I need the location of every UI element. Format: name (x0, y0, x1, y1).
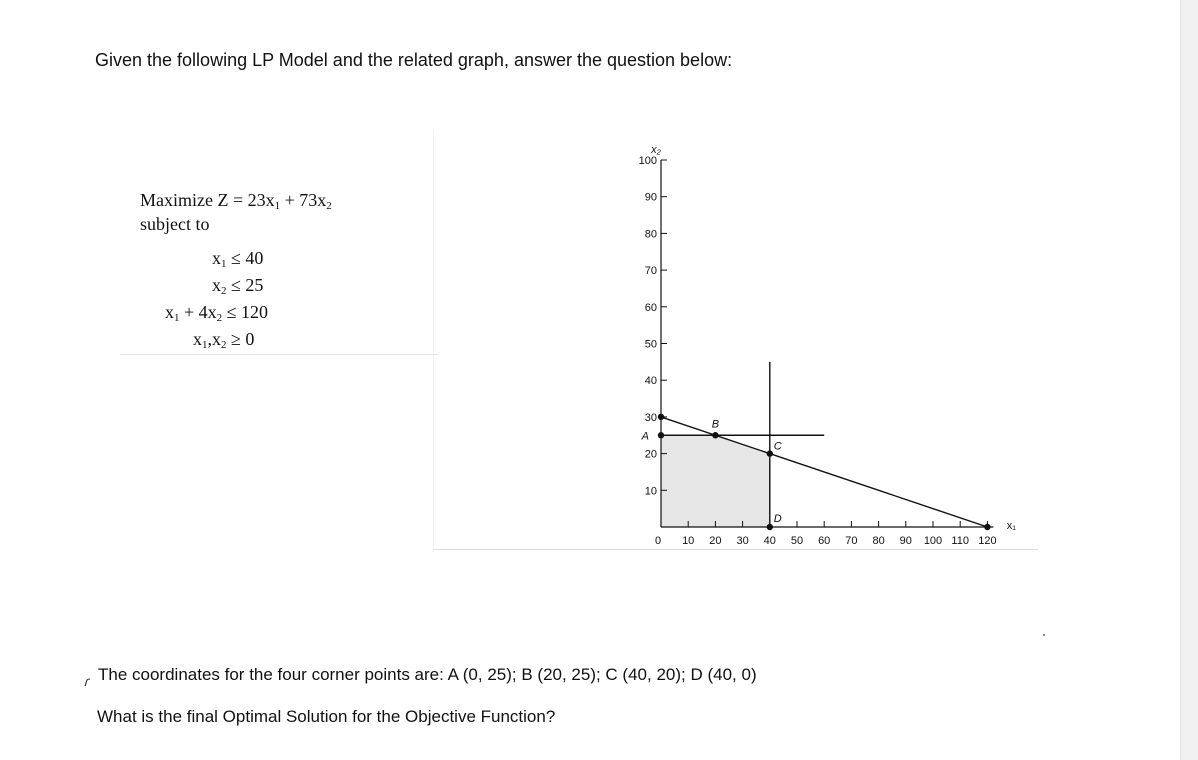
y-axis-label: x₂ (651, 144, 661, 156)
corner-points-text: The coordinates for the four corner points are: A (0, 25); B (20, 25); C (40, 20); D (40, 0) (98, 665, 757, 684)
scrollbar[interactable] (1180, 0, 1198, 760)
objective-function: Maximize $Z = 23x_1 + 73x_2$ (140, 190, 332, 212)
constraint-1: $x_1 \le 40$ (212, 248, 264, 270)
y-tick-label: 80 (644, 228, 657, 241)
subject-to-label: subject to (140, 214, 210, 234)
point-marker (984, 524, 990, 530)
x-tick-label: 120 (978, 535, 997, 547)
feasible-region (661, 435, 770, 527)
x-tick-label: 110 (951, 535, 969, 547)
stray-dot (1043, 634, 1045, 636)
point-label-d: D (773, 513, 782, 525)
x-tick-label: 90 (899, 535, 912, 547)
y-tick-label: 100 (638, 155, 657, 167)
x-tick-label: 50 (790, 535, 804, 547)
point-label-c: C (773, 440, 782, 453)
x-tick-label: 60 (818, 535, 831, 547)
x-tick-label: 0 (654, 535, 662, 547)
y-tick-label: 50 (644, 338, 657, 351)
graph-left-border (433, 130, 434, 548)
y-tick-label: 30 (644, 411, 657, 424)
x-tick-label: 100 (923, 535, 943, 547)
y-tick-label: 90 (644, 191, 657, 204)
constraint-3: $x_1 + 4x_2 \le 120$ (165, 302, 269, 324)
x-tick-label: 80 (872, 535, 885, 547)
x-tick-label: 40 (763, 535, 776, 547)
x-tick-label: 20 (709, 535, 722, 547)
y-tick-label: 40 (644, 375, 657, 388)
x-tick-label: 10 (682, 535, 695, 547)
point-d (767, 524, 773, 530)
x-axis-label: x₁ (1006, 520, 1017, 532)
non-negativity-constraint: $x_1,x_2 \ge 0$ (193, 329, 255, 351)
optimal-solution-question: What is the final Optimal Solution for the Objective Function? (97, 707, 556, 726)
model-underline (120, 354, 438, 355)
y-tick-label: 20 (644, 448, 657, 461)
y-tick-label: 10 (644, 485, 657, 498)
point-c (767, 450, 773, 456)
point-label-a: A (641, 430, 649, 443)
point-b (712, 432, 718, 438)
stray-mark: ɾ (82, 673, 92, 689)
question-heading: Given the following LP Model and the related graph, answer the question below: (95, 50, 733, 70)
y-tick-label: 70 (644, 265, 657, 278)
constraint-2: $x_2 \le 25$ (212, 275, 264, 297)
x-tick-label: 30 (736, 535, 749, 547)
point-label-b: B (711, 418, 720, 431)
x-tick-label: 70 (845, 535, 858, 547)
point-a (658, 432, 664, 438)
lp-graph (600, 130, 1040, 550)
point-marker (658, 414, 664, 420)
y-tick-label: 60 (644, 301, 657, 314)
